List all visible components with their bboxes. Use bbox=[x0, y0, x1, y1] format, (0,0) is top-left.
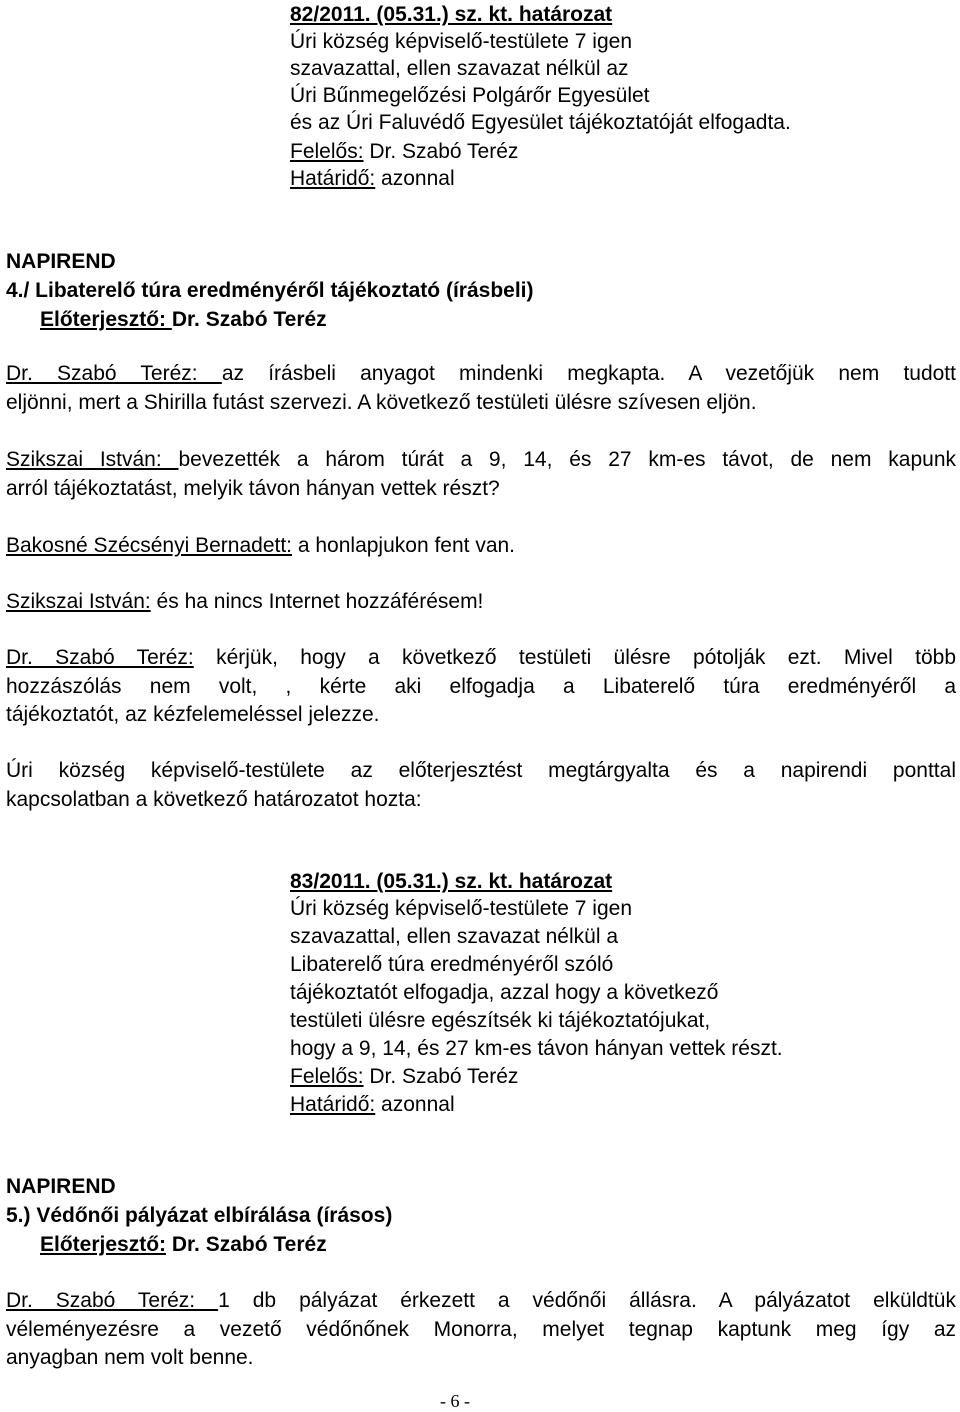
speaker-name: Bakosné Szécsényi Bernadett: bbox=[6, 534, 293, 557]
resolution-83-line: Úri község képviselő-testülete 7 igen bbox=[290, 897, 633, 920]
resolution-83-title: 83/2011. (05.31.) sz. kt. határozat bbox=[290, 870, 613, 893]
resolution-82-line: Úri Bűnmegelőzési Polgárőr Egyesület bbox=[290, 84, 650, 107]
paragraph-text: bevezették a három túrát a 9, 14, és 27 km-es távot, de nem kapunk bbox=[178, 448, 956, 471]
agenda-title-4: 4./ Libaterelő túra eredményéről tájékoztató (írásbeli) bbox=[6, 279, 534, 302]
paragraph-line bbox=[6, 447, 956, 473]
resolution-82-line: szavazattal, ellen szavazat nélkül az bbox=[290, 57, 629, 80]
responsible-label: Felelős: bbox=[290, 1065, 364, 1088]
paragraph-text: az írásbeli anyagot mindenki megkapta. A vezetőjük nem tudott bbox=[221, 362, 956, 385]
resolution-82-deadline bbox=[290, 166, 455, 192]
resolution-83-line: hogy a 9, 14, és 27 km-es távon hányan vettek részt. bbox=[290, 1037, 783, 1060]
agenda-presenter-4 bbox=[40, 307, 327, 333]
paragraph-text: 1 db pályázat érkezett a védőnői állásra. A pályázatot elküldtük bbox=[218, 1289, 956, 1312]
paragraph-line: arról tájékoztatást, melyik távon hányan vettek részt? bbox=[6, 477, 500, 500]
speaker-name: Szikszai István: bbox=[6, 590, 151, 613]
speaker-name: Dr. Szabó Teréz: bbox=[6, 362, 222, 385]
responsible-value: Dr. Szabó Teréz bbox=[363, 1065, 519, 1088]
deadline-label: Határidő: bbox=[290, 1093, 376, 1116]
paragraph-line: kapcsolatban a következő határozatot hozta: bbox=[6, 788, 422, 811]
paragraph-line: tájékoztatót, az kézfelemeléssel jelezze. bbox=[6, 703, 380, 726]
paragraph-line: eljönni, mert a Shirilla futást szervezi. A következő testületi ülésre szívesen eljön. bbox=[6, 391, 757, 414]
presenter-label: Előterjesztő: bbox=[40, 308, 172, 331]
paragraph-line bbox=[6, 645, 956, 671]
deadline-label: Határidő: bbox=[290, 167, 376, 190]
resolution-82-responsible bbox=[290, 139, 518, 165]
agenda-heading-5: NAPIREND bbox=[6, 1175, 116, 1198]
paragraph-text: kérjük, hogy a következő testületi ülésre pótolják ezt. Mivel több bbox=[193, 646, 957, 669]
paragraph-line: Úri község képviselő-testülete az előterjesztést megtárgyalta és a napirendi ponttal bbox=[6, 759, 956, 782]
responsible-label: Felelős: bbox=[290, 140, 364, 163]
resolution-83-line: testületi ülésre egészítsék ki tájékoztatójukat, bbox=[290, 1009, 711, 1032]
agenda-presenter-5 bbox=[40, 1232, 327, 1258]
paragraph-text: és ha nincs Internet hozzáférésem! bbox=[150, 590, 484, 613]
deadline-value: azonnal bbox=[375, 167, 455, 190]
page-number: - 6 - bbox=[440, 1391, 470, 1411]
resolution-83-line: szavazattal, ellen szavazat nélkül a bbox=[290, 925, 619, 948]
paragraph-line bbox=[6, 361, 956, 387]
speaker-name: Szikszai István: bbox=[6, 448, 179, 471]
resolution-83-line: tájékoztatót elfogadja, azzal hogy a következő bbox=[290, 981, 719, 1004]
agenda-heading-4: NAPIREND bbox=[6, 250, 116, 273]
paragraph-text: a honlapjukon fent van. bbox=[292, 534, 516, 557]
resolution-83-responsible bbox=[290, 1064, 518, 1090]
resolution-83-deadline bbox=[290, 1092, 455, 1118]
responsible-value: Dr. Szabó Teréz bbox=[363, 140, 519, 163]
paragraph-line: anyagban nem volt benne. bbox=[6, 1346, 254, 1369]
deadline-value: azonnal bbox=[375, 1093, 455, 1116]
agenda-title-5: 5.) Védőnői pályázat elbírálása (írásos) bbox=[6, 1204, 393, 1227]
paragraph-line bbox=[6, 1288, 956, 1314]
resolution-83-line: Libaterelő túra eredményéről szóló bbox=[290, 953, 614, 976]
speaker-name: Dr. Szabó Teréz: bbox=[6, 646, 194, 669]
paragraph-line: véleményezésre a vezető védőnőnek Monorra, melyet tegnap kaptunk meg így az bbox=[6, 1318, 956, 1341]
presenter-value: Dr. Szabó Teréz bbox=[171, 308, 327, 331]
resolution-82-title: 82/2011. (05.31.) sz. kt. határozat bbox=[290, 3, 613, 26]
presenter-value: Dr. Szabó Teréz bbox=[166, 1233, 327, 1256]
resolution-82-line: Úri község képviselő-testülete 7 igen bbox=[290, 30, 633, 53]
paragraph-line bbox=[6, 533, 515, 559]
presenter-label: Előterjesztő: bbox=[40, 1233, 167, 1256]
speaker-name: Dr. Szabó Teréz: bbox=[6, 1289, 219, 1312]
resolution-82-line: és az Úri Faluvédő Egyesület tájékoztatóját elfogadta. bbox=[290, 111, 791, 134]
paragraph-line bbox=[6, 589, 483, 615]
paragraph-line: hozzászólás nem volt, , kérte aki elfogadja a Libaterelő túra eredményéről a bbox=[6, 675, 956, 698]
